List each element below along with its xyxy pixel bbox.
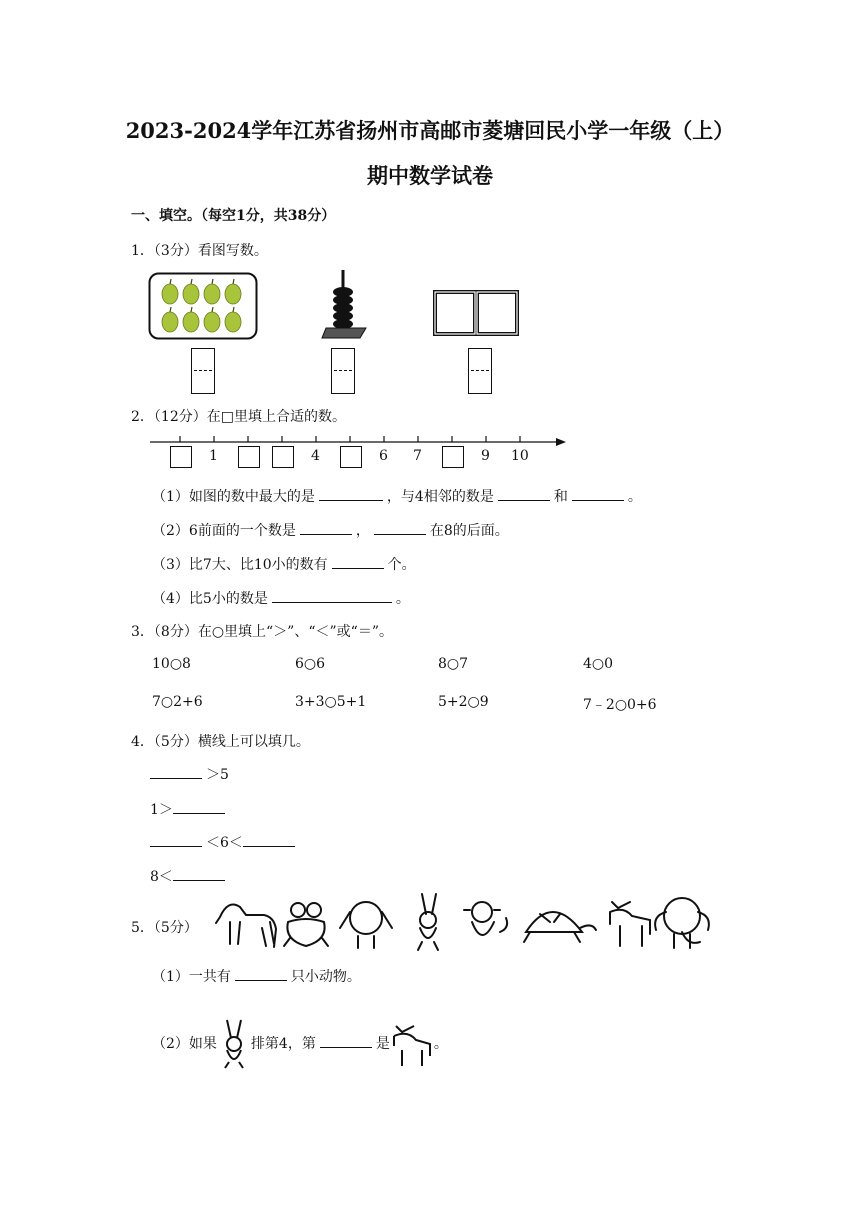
q1-label: 1．（3分）看图写数。	[131, 243, 268, 259]
animals-illustration	[210, 892, 720, 952]
q3-item-3[interactable]: 8○7	[438, 656, 469, 672]
q4-line-2	[150, 799, 229, 819]
q3-label: 3．（8分）在○里填上“＞”、“＜”或“＝”。	[131, 624, 393, 640]
q4-line-3-blank-2[interactable]	[243, 832, 295, 847]
q4-line-4-text: 8＜	[150, 869, 173, 885]
q5-sub1-blank[interactable]	[235, 966, 287, 981]
number-line-label-6: 6	[379, 448, 388, 464]
number-line-label-9: 9	[481, 448, 490, 464]
abacus-illustration	[320, 268, 370, 340]
q4-line-4-blank[interactable]	[173, 866, 225, 881]
q3-item-5[interactable]: 7○2+6	[152, 694, 203, 710]
exam-title-line1: 2023-2024学年江苏省扬州市高邮市菱塘回民小学一年级（上）	[125, 118, 735, 143]
q2-sub2-blank-2[interactable]	[374, 520, 426, 535]
q4-line-1	[150, 764, 229, 784]
q5-sub1	[152, 966, 361, 986]
q3-item-1[interactable]: 10○8	[152, 656, 191, 672]
q2-sub3-text-a: （3）比7大、比10小的数有	[152, 557, 328, 573]
number-line-blank-5[interactable]	[340, 446, 362, 468]
q2-sub2-text-b: ，	[355, 523, 370, 539]
q2-sub1-text-b: ，与4相邻的数是	[386, 489, 494, 505]
q2-label: 2．（12分）在□里填上合适的数。	[131, 409, 346, 425]
q2-sub2	[152, 520, 509, 540]
answer-box-sticks[interactable]	[468, 348, 492, 394]
q2-sub1	[152, 486, 642, 506]
q2-sub1-blank-3[interactable]	[572, 486, 624, 501]
q5-sub1-text-a: （1）一共有	[152, 969, 231, 985]
sticks-illustration	[431, 286, 521, 340]
q2-sub2-text-c: 在8的后面。	[429, 523, 509, 539]
q2-sub3	[152, 554, 416, 574]
number-line-label-10: 10	[511, 448, 529, 464]
q5-sub2-text-c: 是	[375, 1036, 390, 1052]
q2-sub4-blank[interactable]	[272, 588, 392, 603]
q2-sub4	[152, 588, 410, 608]
q1-figure	[148, 268, 520, 394]
q4-label: 4．（5分）横线上可以填几。	[131, 734, 310, 750]
section-heading: 一、填空。（每空1分，共38分）	[131, 208, 336, 224]
q5-sub2-text-a: （2）如果	[152, 1036, 217, 1052]
q4-line-1-blank[interactable]	[150, 764, 202, 779]
number-line-label-1: 1	[209, 448, 218, 464]
q3-item-4[interactable]: 4○0	[583, 656, 614, 672]
q5-sub2-text-b: 排第4，第	[250, 1036, 316, 1052]
number-line-label-4: 4	[311, 448, 320, 464]
q2-sub3-text-b: 个。	[387, 557, 416, 573]
q2-sub2-text-a: （2）6前面的一个数是	[152, 523, 296, 539]
q2-sub1-text-d: 。	[627, 489, 642, 505]
q4-line-1-text: ＞5	[206, 767, 229, 783]
q5-label: 5．（5分）	[131, 920, 198, 936]
rabbit-icon	[217, 1018, 251, 1070]
exam-title-line2: 期中数学试卷	[367, 163, 493, 188]
q2-sub1-blank-1[interactable]	[319, 486, 383, 501]
q2-sub1-text-c: 和	[553, 489, 568, 505]
answer-box-pears[interactable]	[191, 348, 215, 394]
q5-sub2-text-d: 。	[433, 1036, 448, 1052]
number-line-label-7: 7	[413, 448, 422, 464]
q4-line-3-blank-1[interactable]	[150, 832, 202, 847]
cow-icon	[390, 1018, 434, 1070]
pears-illustration	[148, 272, 258, 340]
q2-sub4-text-a: （4）比5小的数是	[152, 591, 268, 607]
answer-box-abacus[interactable]	[331, 348, 355, 394]
q5-sub2-blank[interactable]	[320, 1033, 372, 1048]
q4-line-3	[150, 832, 299, 852]
q2-sub1-text-a: （1）如图的数中最大的是	[152, 489, 315, 505]
number-line-blank-0[interactable]	[170, 446, 192, 468]
q4-line-2-text: 1＞	[150, 802, 173, 818]
q2-sub3-blank[interactable]	[332, 554, 384, 569]
q5-sub1-text-b: 只小动物。	[290, 969, 361, 985]
q3-item-8[interactable]: 7﹣2○0+6	[583, 697, 657, 713]
q5-sub2	[152, 1018, 448, 1070]
q2-sub1-blank-2[interactable]	[498, 486, 550, 501]
q3-item-6[interactable]: 3+3○5+1	[295, 694, 367, 710]
number-line-blank-8[interactable]	[442, 446, 464, 468]
number-line-blank-2[interactable]	[238, 446, 260, 468]
q4-line-4	[150, 866, 229, 886]
q3-item-7[interactable]: 5+2○9	[438, 694, 489, 710]
q2-sub2-blank-1[interactable]	[300, 520, 352, 535]
q2-sub4-text-b: 。	[395, 591, 410, 607]
number-line-blank-3[interactable]	[272, 446, 294, 468]
q4-line-2-blank[interactable]	[173, 799, 225, 814]
q4-line-3-text: ＜6＜	[206, 835, 243, 851]
q3-item-2[interactable]: 6○6	[295, 656, 326, 672]
